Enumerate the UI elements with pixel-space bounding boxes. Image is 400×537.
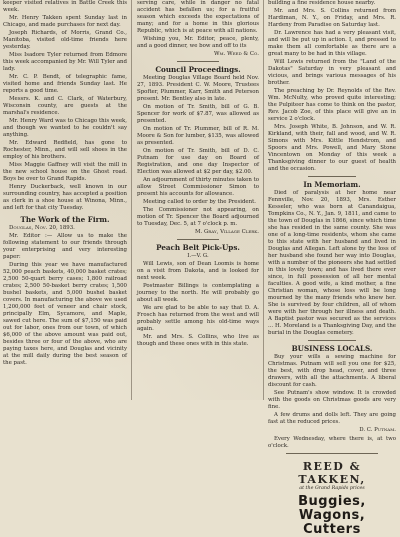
local-item: Henry Duckerback, well known in our surrounding country, has accepted a position as clerk in a shoe house at Winona, Minn., and left for that city Tuesday. bbox=[3, 184, 127, 211]
article-paragraph: Mr. and Mrs. S. Collins, who live as though and these ones with in this state. bbox=[137, 334, 259, 347]
obituary-paragraph: Died of paralysis at her home near Fennville, Nov. 20, 1893, Mrs. Esther Kesseler, who was born at Canandaigua, Tompkins Co., N. Y., Jan. 9, 1811, and came to the town of Douglas in 1866, since which time she has resided in the same county. She was one of a long-time residents, whom she came to this state with her husband and lived in Douglas and Allegan. Left alone by the loss of her husband she found her way into Douglas, with a number of the pioneers she had settled in this lovely town; and has lived there ever since, in full possession of all her mental faculties. A good wife, a kind mother, a fine Christian woman, whose loss will be long mourned by the many friends who knew her. She is survived by four children, all of whom were with her through her illness and death. A Baptist pastor was secured as the services ... H. Moreland is a Thanksgiving Day, and the burial in the Douglas cemetery. bbox=[268, 190, 396, 336]
advertisement-title: REED & TAKKEN, bbox=[298, 460, 366, 486]
dateline: Douglas, Nov. 20, 1893. bbox=[9, 225, 75, 231]
advertisement-headline: Buggies, Wagons, Cutters bbox=[298, 494, 366, 537]
signature: M. Gray, Village Clerk. bbox=[195, 229, 259, 235]
local-item: Joseph Richards, of Morris, Grand Co., Manitoba, visited old-time friends here yesterday. bbox=[3, 30, 127, 50]
divider bbox=[177, 61, 219, 62]
local-item: Mr. C. P. Bendt, of telegraphic fame, visited home and friends Sunday last. He reports a good time. bbox=[3, 74, 127, 94]
business-local: See Putnam's show window. It is crowded with the goods on Christmas goods are very fine. bbox=[268, 390, 396, 410]
signature: Wm. Weed & Co. bbox=[214, 51, 259, 57]
local-item: Miss Isadore Tyler returned from Edmore this week accompanied by Mr. Will Tyler and lady. bbox=[3, 52, 127, 72]
article-paragraph: Will Lewis returned from the "Land of the Dakotas" Saturday in very pleasant and vicious, and brings various messages of his brother. bbox=[268, 59, 396, 86]
column-rule bbox=[131, 0, 132, 400]
local-item: Mr. Henry Takken spent Sunday last in Chicago, and made purchases for next day. bbox=[3, 15, 127, 28]
business-local: A few drums and dolls left. They are going fast at the reduced prices. bbox=[268, 412, 396, 425]
article-paragraph: Mr. and Mrs. S. Collins returned from Hardiman, N. Y., on Friday, and Mrs. R. Hardeny from Paradise on Saturday last. bbox=[268, 8, 396, 28]
column-right bbox=[268, 0, 396, 537]
divider bbox=[286, 453, 378, 454]
article-paragraph: During this year we have manufactured 52,000 peach baskets, 40,000 basket crates; 2,500 50-quart berry cases; 1,800 railroad crates; 2,500 50-basket berry crates; 1,500 bushel baskets, and 5,000 bushel basket covers. In manufacturing the above we used 1,200,000 feet of veneer and chair stock, principally Elm, Sycamore, and Maple, sawed cut here. The sum of $7,150 was paid out for labor, ones from our town, of which $6,000 of the above amount was paid out, besides three or four of the above, who are paying taxes here, and Douglas and vicinity at the mill daily during the best season of the past. bbox=[3, 262, 127, 366]
business-local: Buy your wills a sewing machine for Christmas. Putnam will sell you one for $25, the best, with drop head, cover, and three drawers, with all the attachments. A liberal discount for cash. bbox=[268, 354, 396, 388]
article-paragraph: The Commissioner not appearing, on motion of Tr. Spencer the Board adjourned to Tuesday, Dec. 5, at 7 o'clock p. m. bbox=[137, 207, 259, 227]
section-heading: BUSINESS LOCALS. bbox=[291, 344, 373, 353]
column-middle bbox=[137, 0, 259, 400]
column-left bbox=[3, 0, 127, 400]
business-local: Every Wednesday, where there is, at two o'clock. bbox=[268, 436, 396, 449]
article-paragraph: building a fine residence house nearby. bbox=[268, 0, 376, 6]
article-paragraph: Meeting Douglas Village Board held Nov. 27, 1893. President C. W. Moore, Trustees Spofter, Plummer, Karr, Smith and Peterson present. Mr. Bentley also in late. bbox=[137, 75, 259, 102]
advertisement-subtitle: at the Grand Rapids prices bbox=[299, 486, 365, 491]
article-paragraph: On motion of Tr. Smith, bill of G. B. Spencer for work of $7.87, was allowed as presented. bbox=[137, 104, 259, 124]
signature: D. C. Putnam. bbox=[359, 427, 396, 433]
article-paragraph: Wishing you, Mr. Editor, peace, plenty, and a good dinner, we bow and off to its bbox=[137, 36, 259, 49]
article-paragraph: Meeting called to order by the President. bbox=[143, 199, 256, 205]
divider bbox=[177, 239, 219, 240]
local-item: keeper visited relatives in Battle Creek this week. bbox=[3, 0, 127, 13]
local-item: Mr. Henry Ward was to Chicago this week, and though we wanted to he couldn't say anything. bbox=[3, 118, 127, 138]
local-item: Mr. Edward Redfield, has gone to Rochester, Minn., and will sell shoes in the employ of his brothers. bbox=[3, 140, 127, 160]
article-paragraph: Dr. Lawrence has had a very pleasant visit, and will be put up in action. I, and pressed to make them all comfortable as there are a great many to be had in this village. bbox=[268, 30, 396, 57]
article-paragraph: On motion of Tr. Smith, bill of D. C. Putnam for use day on Board of Registration, and one day Inspector of Election was allowed at $2 per day, $2.00. bbox=[137, 148, 259, 175]
article-paragraph: The preaching by Dr. Reynolds of the Rev. Wm. McNulty, who proved quite interesting; the Pulpiteer has come to think on the pastor, Rev. Jacob Zoe, of this place will give an in service 2 o'clock. bbox=[268, 88, 396, 122]
local-item: Messrs. K. and C. Clark, of Waterbury, Wisconsin county, are guests at the marshal's residence. bbox=[3, 96, 127, 116]
divider bbox=[308, 340, 356, 341]
article-paragraph: An adjournment of thirty minutes taken to allow Street Commissioner Simon to present his accounts for allowance. bbox=[137, 177, 259, 197]
article-heading: Peach Belt Pick-Ups. bbox=[156, 243, 240, 252]
article-heading: The Work of the Firm. bbox=[20, 215, 110, 224]
article-paragraph: Postmaster Billings is contemplating a journey to the north. He will probably go about all week. bbox=[137, 283, 259, 303]
local-item: Miss Maggie Gaffney will visit the mill in the new school house on the Ghost road. Boys be over to Grand Rapids. bbox=[3, 162, 127, 182]
article-heading: In Memoriam. bbox=[303, 180, 361, 189]
article-paragraph: Mr. Editor :— Allow us to make the following statement to our friends through your enterprising and very interesting paper: bbox=[3, 233, 127, 260]
article-paragraph: Will Lewis, son of Dean Loomis is home on a visit from Dakota, and is looked for next week. bbox=[137, 261, 259, 281]
divider bbox=[308, 176, 356, 177]
byline: I.—V. G. bbox=[187, 253, 209, 259]
article-heading: Council Proceedings. bbox=[155, 65, 241, 74]
article-paragraph: serving care, while in danger no fatal accident has befallen us; for a fruitful season which exceeds the expectations of many; and for a home in this glorious Republic, which is at peace with all nations. bbox=[137, 0, 259, 34]
article-paragraph: On motion of Tr. Plummer, bill of R. M. Moore & Son for lumber, $135, was allowed as presented. bbox=[137, 126, 259, 146]
article-paragraph: We are glad to be able to say that D. A. Frosch has returned from the west and will probably settle among his old-time ways again. bbox=[137, 305, 259, 332]
column-rule bbox=[263, 0, 264, 400]
article-paragraph: Mrs. Joseph White, B. Johnson, and W. R. Kirkland, with their, fall and wood, and W. R. Simons with Mrs. Kittle Hendstrom, and Spoors and Mrs. Powell, and Mary Stone Vincentown on Monday of this week a Thanksgiving dinner to our guest of health and the occasion. bbox=[268, 124, 396, 172]
